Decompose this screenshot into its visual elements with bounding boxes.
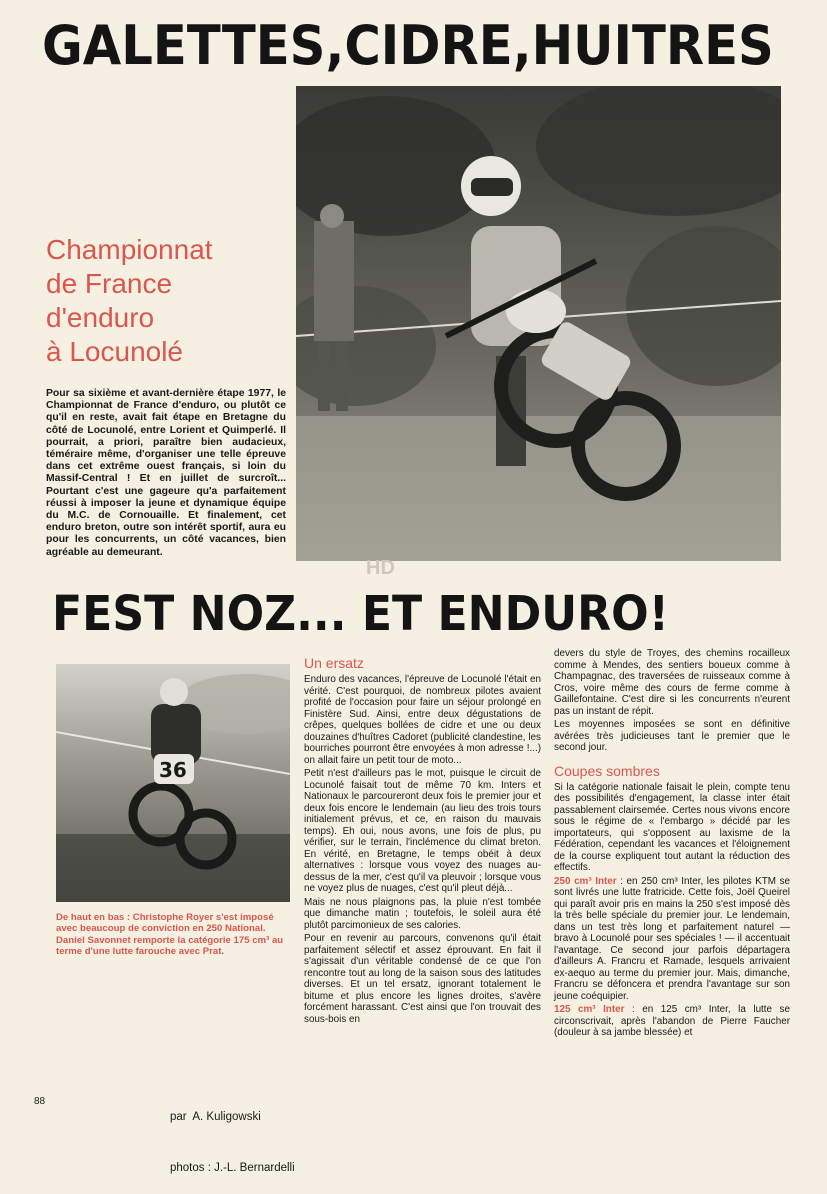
paragraph — [554, 876, 790, 1003]
paragraph: devers du style de Troyes, des chemins rocailleux comme à Mendes, des sentiers boueux comme à Champagnac, des traversées de ruisseaux comme à Cros, voire même des cours de ferme comme à Gaillefontaine. C'est dire si les concurrents n'eurent pas un instant de répit. — [554, 648, 790, 717]
caption-line: Daniel Savonnet remporte la catégorie 175 cm³ au terme d'une lutte farouche avec Prat. — [56, 934, 284, 958]
paragraph-text: : en 125 cm³ Inter, la lutte se circonscrivait, après l'abandon de Pierre Faucher (douleur à sa jambe blessée) et — [554, 1004, 790, 1038]
paragraph: Mais ne nous plaignons pas, la pluie n'est tombée que dimanche matin ; toutefois, le soleil aura été plutôt parcimonieux de ses calories. — [304, 896, 541, 931]
paragraph: Petit n'est d'ailleurs pas le mot, puisque le circuit de Locunolé faisait tout de même 70 km. Inters et Nationaux le parcoureront deux fois le premier jour et deux fois encore le lendemain (au lieu des trois tours initialement prévus, et ce, en raison du mauvais temps). Eh oui, nous avons, une fois de plus, pu vérifier, sur le terrain, l'inclémence du climat breton. En vérité, en Bretagne, le temps obéit à deux alternatives : lorsque vous voyez des nuages au-dessus de la mer, c'est qu'il va pleuvoir ; lorsque vous ne voyez plus de nuages, c'est qu'il pleut déjà... — [304, 768, 541, 894]
intro-paragraph: Pour sa sixième et avant-dernière étape 1977, le Championnat de France d'enduro, ou plutôt ce qu'il en reste, avait fait étape en Bretagne du côté de Locunolé, entre Lorient et Quimperlé. Il pourrait, a priori, paraître bien audacieux, téméraire même, d'organiser une telle épreuve dans cet extrême ouest français, si loin du Massif-Central ! Et en juillet de surcroît... Pourtant c'est une gageure qu'a parfaitement réussi à imposer la jeune et dynamique équipe du M.C. de Cornouaille. Et finalement, cet enduro breton, outre son intérêt sportif, aura eu pour les concurrents, un côté vacances, bien agréable au demeurant. — [46, 388, 286, 558]
subtitle-line: d'enduro — [46, 302, 155, 333]
paragraph: Enduro des vacances, l'épreuve de Locunolé l'était en vérité. C'est pourquoi, de nombreux pilotes avaient profité de l'occasion pour faire un séjour prolongé en Finistère Sud. Ainsi, entre deux dégustations de crêpes, quelques bollées de cidre et une ou deux douzaines d'huîtres Cadoret (publicité clandestine, les bourriches pourront être envoyées à mon adresse !...) on allait faire un petit tour de moto... — [304, 674, 541, 766]
paragraph: Si la catégorie nationale faisait le plein, compte tenu des possibilités d'engagement, la classe inter était passablement clairsemée. Certes nous vivons encore sous le régime de « l'embargo » décidé par les importateurs, qui s'opposent au laxisme de la Fédération, cependant les vacances et l'éloignement de la course expliquent tout autant la réduction des effectifs. — [554, 781, 790, 873]
subtitle-line: à Locunolé — [46, 336, 184, 367]
paragraph — [554, 1004, 790, 1039]
photo-credit: photos : J.-L. Bernardelli — [170, 1162, 295, 1174]
photo-rider-savonnet-image — [56, 664, 290, 902]
paragraph: Les moyennes imposées se sont en définitive avérées très judicieuses tant le premier que le second jour. — [554, 719, 790, 753]
watermark: HD — [366, 557, 395, 579]
section-heading: Un ersatz — [304, 655, 364, 671]
race-number: 36 — [159, 758, 187, 782]
subtitle-line: Championnat — [46, 234, 213, 265]
subtitle-line: de France — [46, 268, 173, 299]
article-subtitle — [46, 233, 286, 369]
photo-rider-royer — [296, 86, 781, 561]
photo-caption — [56, 912, 290, 958]
category-label: 125 cm³ Inter — [554, 1004, 625, 1015]
photo-rider-savonnet — [56, 664, 290, 902]
page-number: 88 — [34, 1096, 46, 1107]
second-headline: FEST NOZ... ET ENDURO! — [52, 586, 669, 642]
caption-line: De haut en bas : Christophe Royer s'est imposé avec beaucoup de conviction en 250 National. — [56, 912, 274, 935]
category-label: 250 cm³ Inter — [554, 875, 617, 887]
main-headline: GALETTES,CIDRE,HUITRES — [42, 14, 774, 77]
section-heading: Coupes sombres — [554, 762, 660, 779]
paragraph-text: : en 250 cm³ Inter, les pilotes KTM se sont livrés une lutte fratricide. Cette fois, Joël Queirel qui paraît avoir pris en mains la 250 s'est imposé dès la très belle spéciale du premier jour. Le lendemain, dans un test très long et parfaitement naturel — bravo à Locunolé pour ses spéciales ! — il accentuait l'avantage. Ce second jour parfois départagera d'ailleurs A. Francru et Ramade, lesquels arrivaient ex-aequo au terme du premier jour. Mais, dimanche, Francru se défoncera et prendra l'avantage sur son jeune coéquipier. — [554, 875, 790, 1002]
paragraph: Pour en revenir au parcours, convenons qu'il était parfaitement sélectif et assez éprouvant. En fait il s'agissait d'un véritable condensé de ce que l'on rencontre tout au long de la saison sous des latitudes diverses. Et un tel ersatz, ignorant totalement le bitume et plus encore les lignes droites, s'avère forcément harassant. C'est ainsi que l'on trouvait des sous-bois en — [304, 933, 541, 1025]
credits — [170, 1075, 295, 1194]
article-column-2 — [554, 648, 790, 1041]
photo-rider-royer-image — [296, 86, 781, 561]
article-column-1 — [304, 655, 541, 1027]
author-credit: par A. Kuligowski — [170, 1111, 261, 1123]
